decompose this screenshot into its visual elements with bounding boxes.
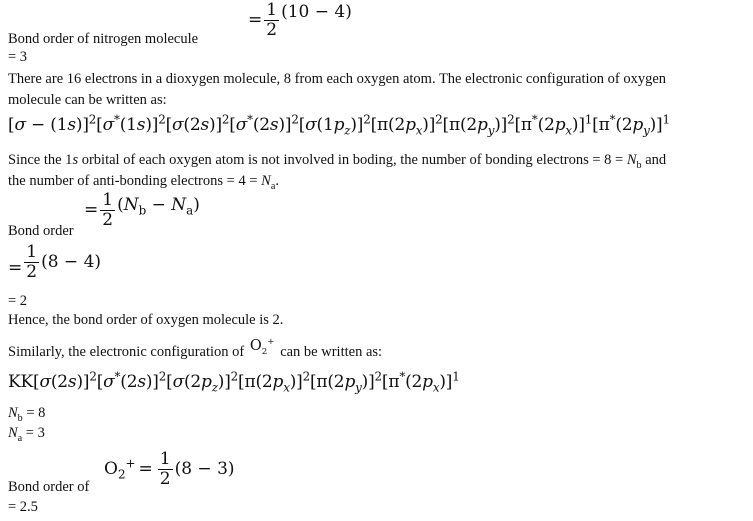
fraction: $\frac{1}{2}$ [102, 190, 114, 230]
oxygen-intro-line-2: molecule can be written as: [8, 92, 167, 108]
nitrogen-equation: = $\frac{1}{2}$ (10 − 4) [248, 0, 352, 40]
bonding-electrons-line-1: Since the 1s orbital of each oxygen atom is not involved in boding, the number of bonding electrons = $8 = N_b$ and [8, 152, 667, 171]
o2-electronic-configuration: $[\sigma - (1s)]^2[\sigma^*(1s)]^2[\sigma(2s)]^2[\sigma^*(2s)]^2[\sigma(1p_z)]^2[\pi(2p_x)]^2[\pi(2p_y)]^2[\pi^*(2p_x)]^1[\pi^*(2p_y)]^1$ [8, 112, 670, 138]
nb-value: $N_b = 8$ [8, 405, 46, 424]
bond-order-label: Bond order [8, 223, 74, 239]
bonding-electrons-line-2: the number of anti-bonding electrons = $4 = N_a$. [8, 173, 279, 192]
o2-plus-electronic-configuration: $KK[\sigma(2s)]^2[\sigma^*(2s)]^2[\sigma(2p_z)]^2[\pi(2p_x)]^2[\pi(2p_y)]^2[\pi^*(2p_x)]^1$ [8, 369, 460, 395]
nitrogen-result: = 3 [8, 49, 28, 65]
o2-plus-species: $O_2^+$ [249, 337, 275, 357]
bond-order-of-label: Bond order of [8, 479, 90, 495]
fraction: $\frac{1}{2}$ [159, 449, 171, 489]
hence-statement: Hence, the bond order of oxygen molecule is 2. [8, 312, 284, 328]
final-result: = 2.5 [8, 499, 38, 515]
o2-plus-bond-order-equation: $O_2^+$ = $\frac{1}{2}$ (8 − 3) [104, 449, 235, 489]
nitrogen-label: Bond order of nitrogen molecule [8, 31, 199, 47]
fraction: $\frac{1}{2}$ [266, 0, 278, 40]
bond-order-formula: = $\frac{1}{2}$ $(N_b - N_a)$ [84, 190, 200, 230]
na-value: $N_a = 3$ [8, 425, 45, 444]
fraction: $\frac{1}{2}$ [26, 242, 38, 282]
bond-order-calculation: = $\frac{1}{2}$ (8 − 4) [8, 242, 102, 282]
similarly-line: Similarly, the electronic configuration of $O_2^+$ can be written as: [8, 337, 383, 360]
bond-order-result: = 2 [8, 293, 28, 309]
oxygen-intro-line-1: There are 16 electrons in a dioxygen molecule, 8 from each oxygen atom. The electronic configuration of oxygen [8, 71, 667, 87]
